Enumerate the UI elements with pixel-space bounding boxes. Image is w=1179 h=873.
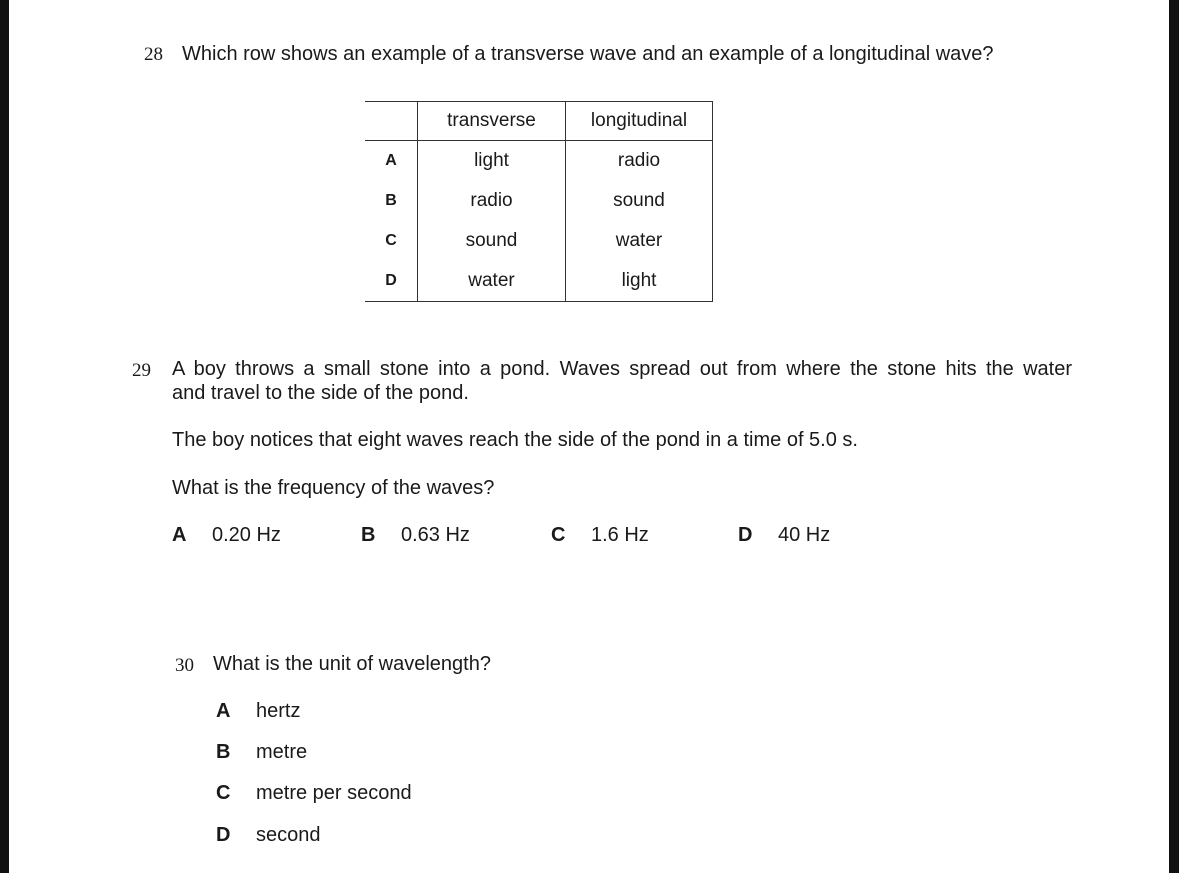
row-longitudinal-value: water [566,221,713,261]
question-30-number: 30 [175,655,194,676]
question-29-paragraph: The boy notices that eight waves reach the side of the pond in a time of 5.0 s. [172,429,858,451]
question-28-text: Which row shows an example of a transverse wave and an example of a longitudinal wave? [182,43,994,65]
question-29-line2: and travel to the side of the pond. [172,382,469,404]
q29-option-d-letter: D [738,524,753,546]
window-frame-left [0,0,9,873]
table-row [365,141,713,182]
table-header-empty [365,102,418,141]
row-longitudinal-value: sound [566,181,713,221]
q29-option-c-letter: C [551,524,566,546]
wave-examples-table [365,101,713,302]
row-option-letter: A [385,152,397,169]
row-longitudinal-value: radio [566,141,713,182]
row-option-letter: D [365,261,418,302]
q30-option-b-text: metre [256,741,308,763]
row-longitudinal-value: light [566,261,713,302]
table-row [365,221,713,261]
row-transverse-value: water [418,261,566,302]
table-header-longitudinal: longitudinal [566,102,713,141]
window-frame-right [1169,0,1179,873]
q29-option-b-text: 0.63 Hz [401,524,470,546]
table-header-row [365,102,713,141]
q29-option-b-letter: B [361,524,376,546]
table-row [365,261,713,302]
q30-option-b-letter: B [216,741,231,763]
q30-option-d-text: second [256,824,321,846]
row-transverse-value: radio [418,181,566,221]
question-29-question: What is the frequency of the waves? [172,477,495,499]
question-29-number: 29 [132,360,151,381]
question-29-line1: A boy throws a small stone into a pond. Waves spread out from where the stone hits the water [172,358,1072,380]
q30-option-a-letter: A [216,700,231,722]
q30-option-d-letter: D [216,824,231,846]
q30-option-a-text: hertz [256,700,301,722]
question-30-text: What is the unit of wavelength? [213,653,491,675]
table-row [365,181,713,221]
q29-option-c-text: 1.6 Hz [591,524,649,546]
q30-option-c-letter: C [216,782,231,804]
question-28-number: 28 [144,44,163,65]
row-transverse-value: light [418,141,566,182]
row-option-letter: B [385,192,397,209]
q29-option-a-text: 0.20 Hz [212,524,281,546]
q29-option-d-text: 40 Hz [778,524,831,546]
q30-option-c-text: metre per second [256,782,412,804]
table-header-transverse: transverse [418,102,566,141]
row-transverse-value: sound [418,221,566,261]
q29-option-a-letter: A [172,524,187,546]
row-option-letter: C [385,232,397,249]
